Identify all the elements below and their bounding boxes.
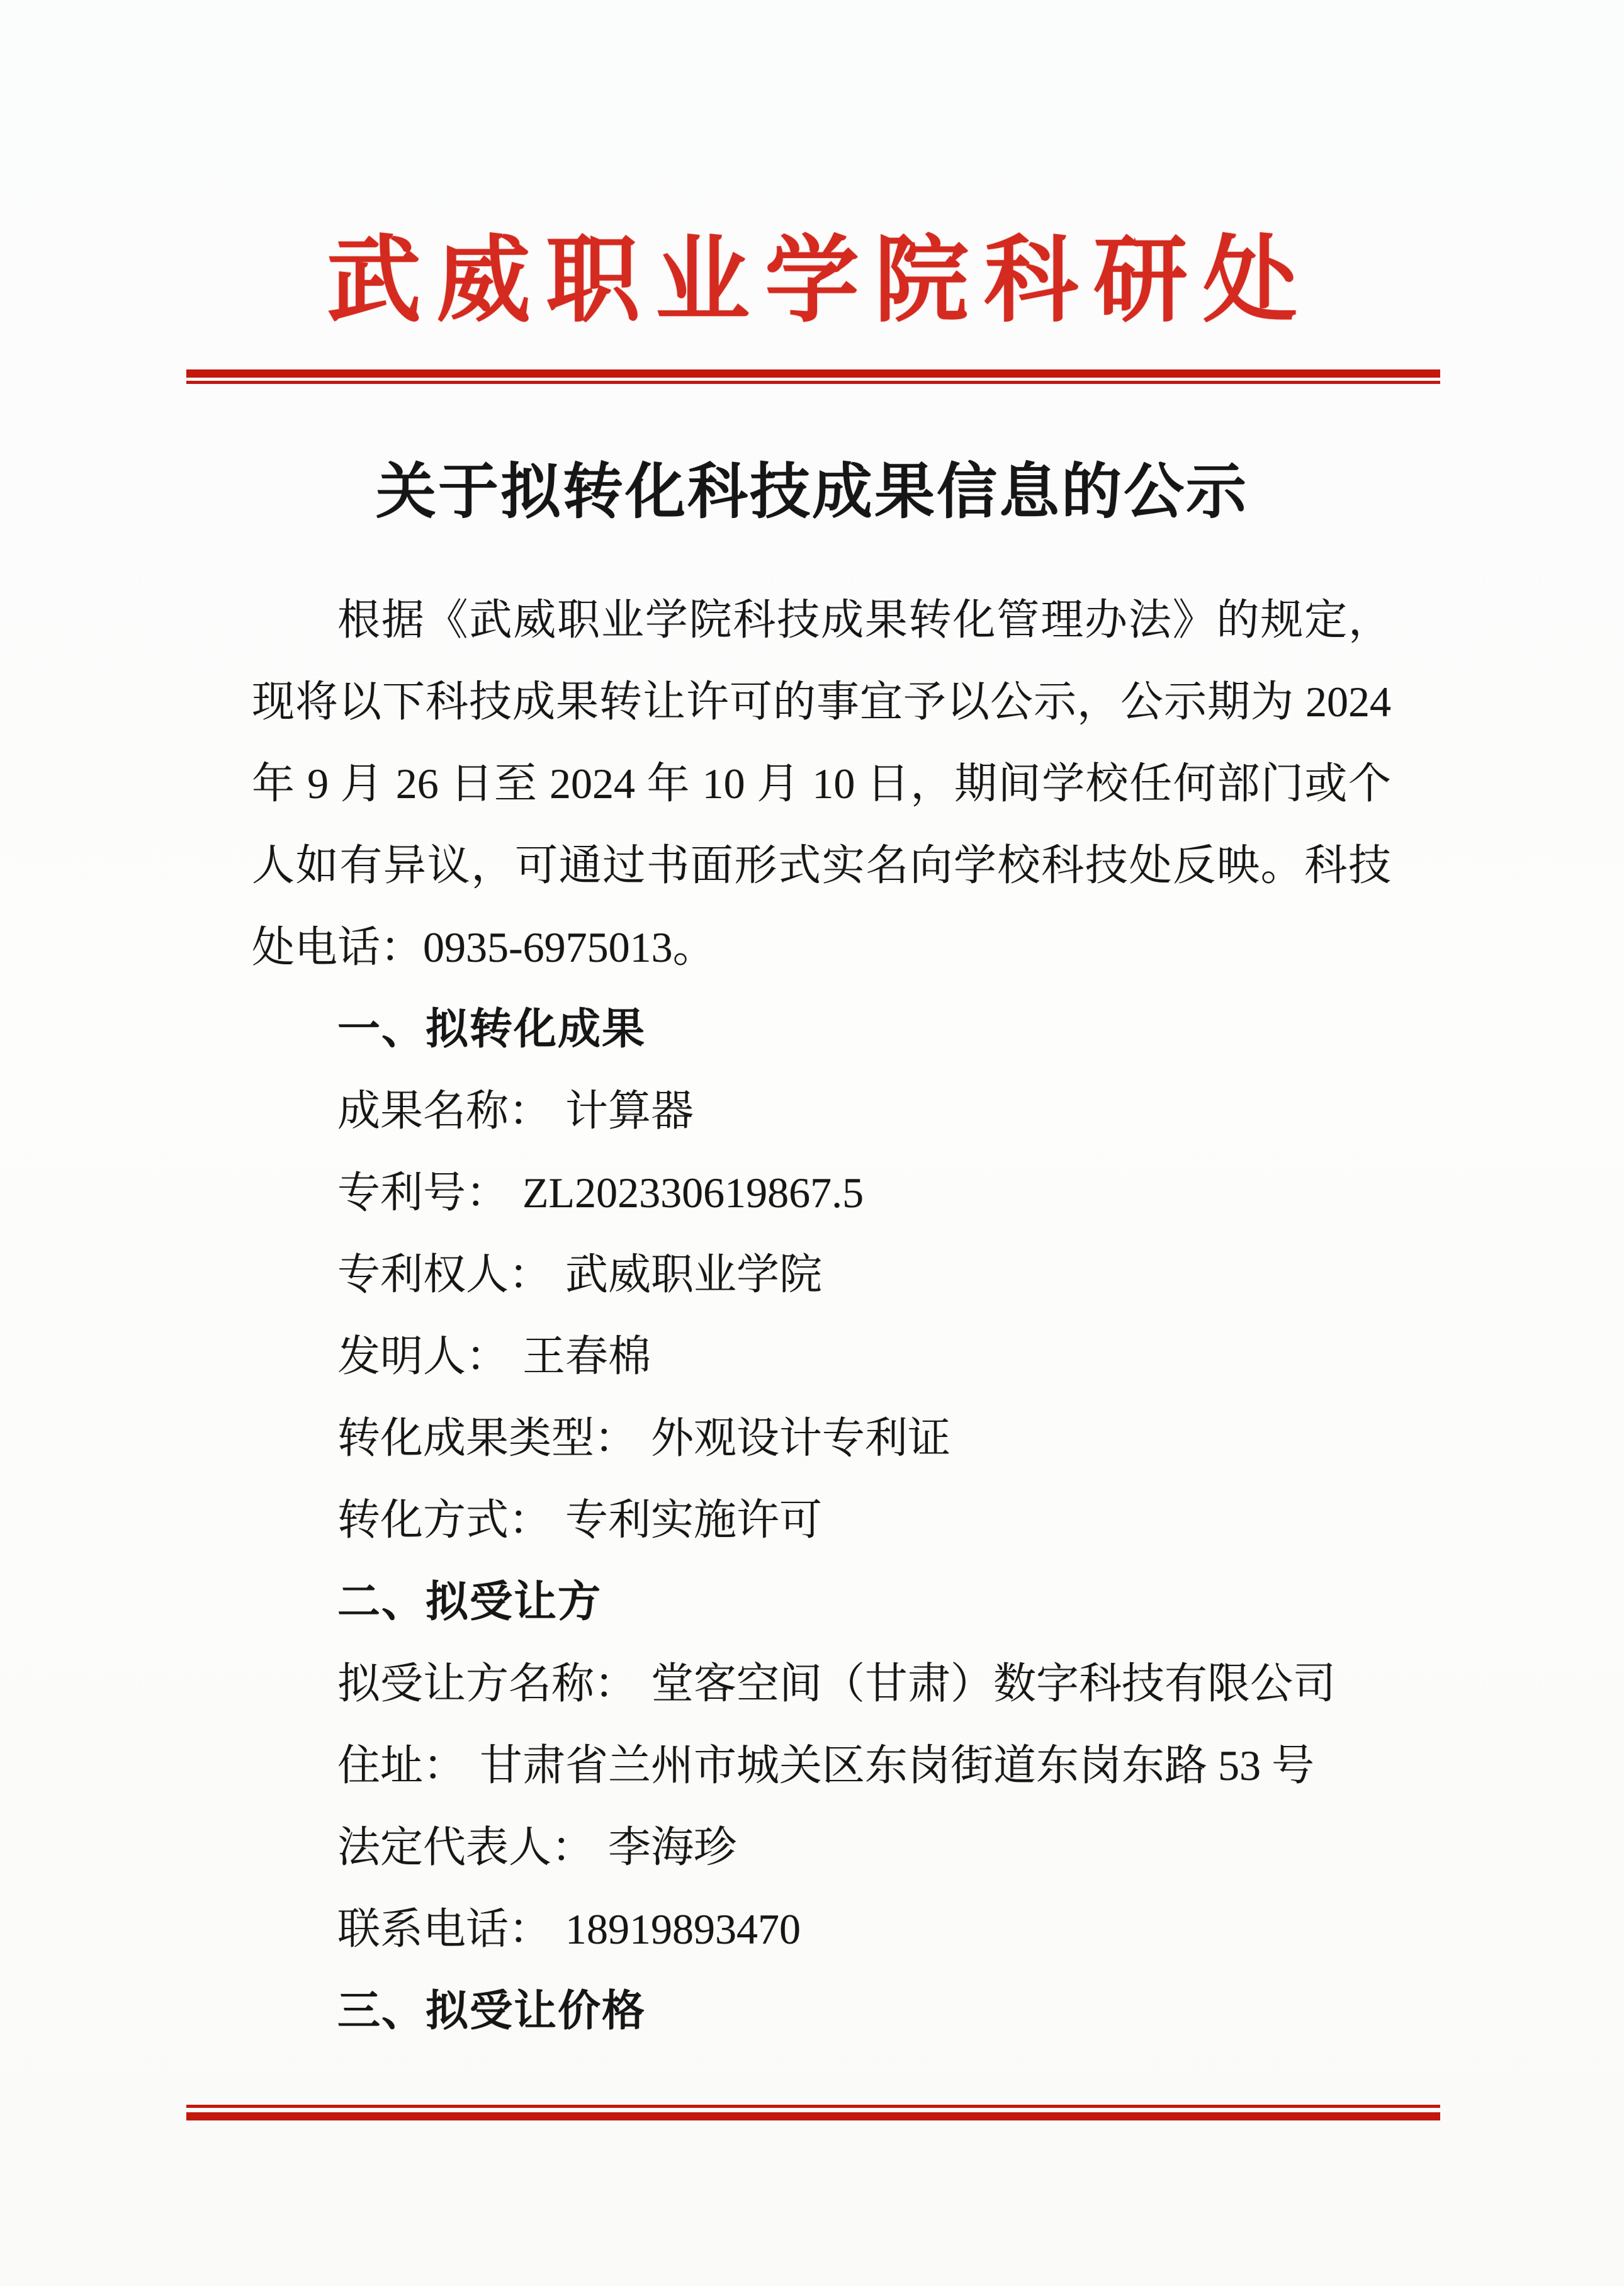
section-1-heading: 一、拟转化成果: [337, 1005, 646, 1053]
field-value: 武威职业学院: [565, 1251, 823, 1298]
paragraph-line-1: 根据《武威职业学院科技成果转化管理办法》的规定，: [337, 596, 1391, 644]
field-transferee-name: [252, 1643, 1391, 1725]
field-label: 住址：: [337, 1742, 466, 1789]
field-patent-number: [252, 1152, 1391, 1234]
field-result-name: [252, 1070, 1391, 1152]
paragraph-line-5: 处电话：0935-6975013。: [252, 923, 716, 971]
field-label: 法定代表人：: [337, 1823, 595, 1871]
field-value: 18919893470: [565, 1905, 801, 1953]
paragraph-line-4: 人如有异议，可通过书面形式实名向学校科技处反映。科技: [252, 842, 1391, 889]
field-value: 堂客空间（甘肃）数字科技有限公司: [651, 1660, 1336, 1708]
field-value: 王春棉: [522, 1332, 651, 1380]
field-transfer-method: [252, 1479, 1391, 1561]
field-contact-phone: [252, 1888, 1391, 1970]
field-label: 联系电话：: [337, 1905, 552, 1953]
field-label: 专利权人：: [337, 1251, 552, 1298]
field-value: 计算器: [565, 1087, 694, 1135]
field-value: 外观设计专利证: [651, 1414, 951, 1462]
paragraph-line-3: 年 9 月 26 日至 2024 年 10 月 10 日，期间学校任何部门或个: [252, 760, 1391, 808]
field-patent-holder: [252, 1234, 1391, 1315]
letterhead-title: 武威职业学院科研处: [326, 229, 1312, 334]
footer-rule-thin: [186, 2105, 1440, 2108]
field-value: 专利实施许可: [565, 1496, 823, 1544]
field-inventor: [252, 1315, 1391, 1397]
document-title: 关于拟转化科技成果信息的公示: [376, 458, 1248, 526]
footer-rule-thick: [186, 2112, 1440, 2120]
field-address: [252, 1725, 1391, 1806]
field-value: 李海珍: [608, 1823, 737, 1871]
field-result-type: [252, 1397, 1391, 1479]
field-label: 拟受让方名称：: [337, 1660, 638, 1708]
field-label: 转化成果类型：: [337, 1414, 638, 1462]
field-label: 成果名称：: [337, 1087, 552, 1135]
document-body: [252, 579, 1391, 2052]
field-value: 甘肃省兰州市城关区东岗街道东岗东路 53 号: [480, 1742, 1315, 1789]
header-rule-thick: [186, 369, 1440, 378]
header-rule-thin: [186, 381, 1440, 384]
field-value: ZL202330619867.5: [522, 1169, 864, 1217]
field-legal-representative: [252, 1806, 1391, 1888]
section-3-heading: 三、拟受让价格: [337, 1987, 646, 2035]
field-label: 转化方式：: [337, 1496, 552, 1544]
field-label: 专利号：: [337, 1169, 509, 1217]
field-label: 发明人：: [337, 1332, 509, 1380]
section-2-heading: 二、拟受让方: [337, 1578, 602, 1626]
paragraph-line-2: 现将以下科技成果转让许可的事宜予以公示，公示期为 2024: [252, 678, 1391, 726]
